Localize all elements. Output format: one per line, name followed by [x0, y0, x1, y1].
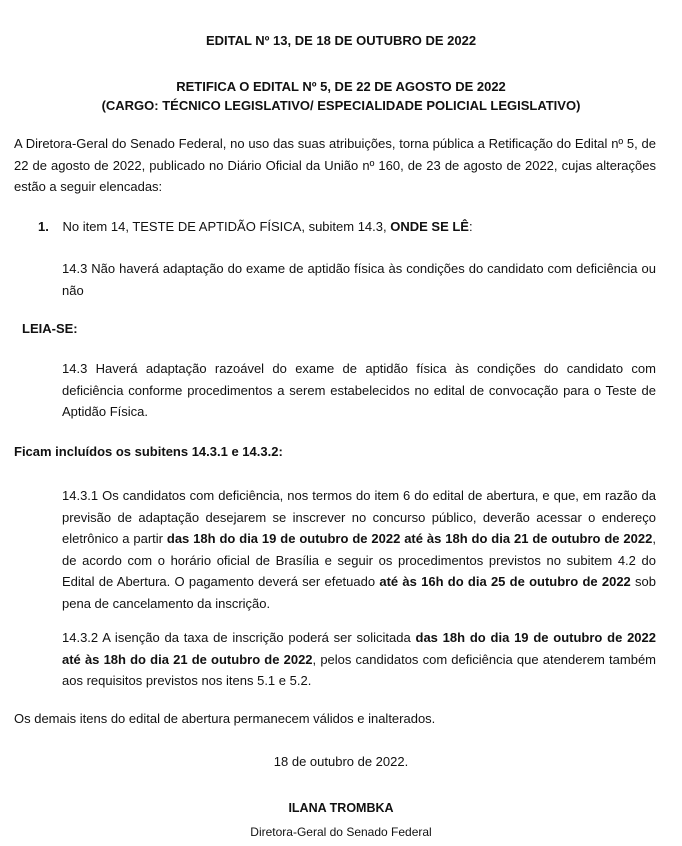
new-text-14-3: 14.3 Haverá adaptação razoável do exame de aptidão física às condições do candidato com deficiência conforme procedimentos a serem estabelecidos no edital de convocação para o Teste de Aptidão Física. [62, 361, 656, 419]
subtitle-line-2: (CARGO: TÉCNICO LEGISLATIVO/ ESPECIALIDADE POLICIAL LEGISLATIVO) [101, 98, 581, 113]
leia-se-label: LEIA-SE: [22, 321, 78, 336]
subitem-14-3-2-part2: , pelos candidatos com deficiência que atenderem também aos requisitos previstos nos itens 5.1 e 5.2. [62, 651, 656, 688]
item-1-number: 1. [38, 219, 49, 234]
subitem-14-3-1 [62, 485, 656, 614]
subtitle-line-1: RETIFICA O EDITAL Nº 5, DE 22 DE AGOSTO DE 2022 [176, 79, 506, 94]
signatory-name: ILANA TROMBKA [288, 801, 394, 815]
item-1-suffix: : [468, 219, 473, 234]
subitem-14-3-2-bold1: das 18h do dia 19 de outubro de 2022 até às 18h do dia 21 de outubro de 2022 [62, 630, 657, 667]
subitem-14-3-2 [62, 627, 656, 692]
subitem-14-3-1-part2: , de acordo com o horário oficial de Brasília e seguir os procedimentos previstos no subitem 4.2 do Edital de Abertura. O pagamento deverá ser efetuado [62, 531, 656, 589]
document-date: 18 de outubro de 2022. [273, 754, 409, 769]
subitem-14-3-1-bold2: até às 16h do dia 25 de outubro de 2022 [379, 574, 631, 589]
item-1 [38, 219, 658, 234]
subitem-14-3-1-part3: sob pena de cancelamento da inscrição. [62, 574, 657, 611]
intro-paragraph: A Diretora-Geral do Senado Federal, no uso das suas atribuições, torna pública a Retificação do Edital nº 5, de 22 de agosto de 2022, publicado no Diário Oficial da União nº 160, de 23 de agosto de 2022, cujas alterações estão a seguir elencadas: [14, 136, 656, 194]
item-1-emphasis: ONDE SE LÊ [390, 219, 469, 234]
subitem-14-3-2-part1: 14.3.2 A isenção da taxa de inscrição poderá ser solicitada [62, 630, 416, 645]
original-text-14-3: 14.3 Não haverá adaptação do exame de aptidão física às condições do candidato com deficiência ou não [62, 261, 656, 298]
subitem-14-3-1-part1: 14.3.1 Os candidatos com deficiência, nos termos do item 6 do edital de abertura, e que, em razão da previsão de adaptação desejarem se inscrever no concurso público, deverão acessar o endereço eletrônico a partir [62, 488, 656, 546]
subitem-14-3-1-bold1: das 18h do dia 19 de outubro de 2022 até às 18h do dia 21 de outubro de 2022 [166, 531, 653, 546]
closing-paragraph: Os demais itens do edital de abertura permanecem válidos e inalterados. [14, 711, 436, 726]
signatory-role: Diretora-Geral do Senado Federal [250, 825, 432, 839]
included-heading: Ficam incluídos os subitens 14.3.1 e 14.3.2: [14, 444, 283, 459]
item-1-text: No item 14, TESTE DE APTIDÃO FÍSICA, subitem 14.3, [62, 219, 391, 234]
edital-title: EDITAL Nº 13, DE 18 DE OUTUBRO DE 2022 [205, 33, 477, 48]
